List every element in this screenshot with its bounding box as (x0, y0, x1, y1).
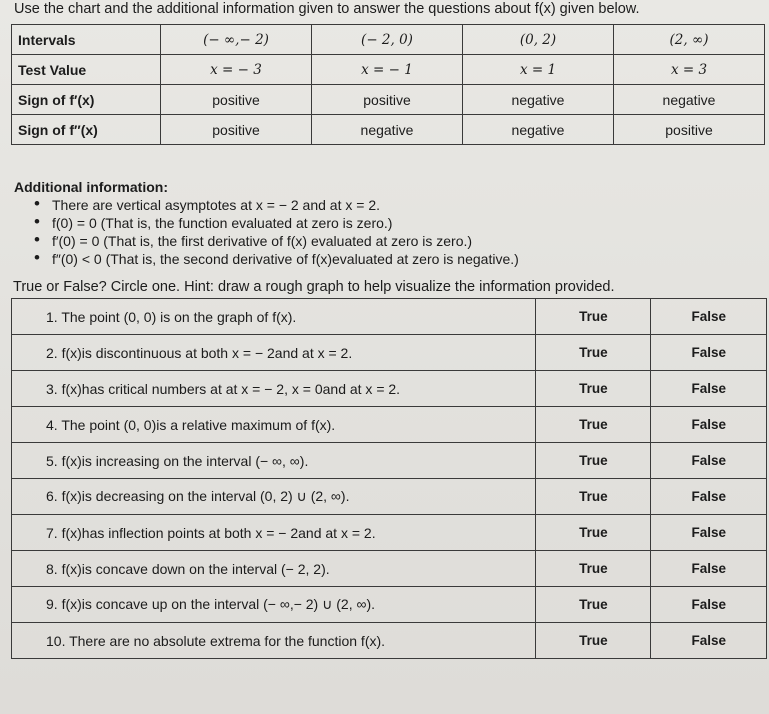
false-option[interactable] (651, 407, 767, 443)
question-row (12, 587, 767, 623)
chart-cell: x = − 1 (312, 55, 463, 85)
question-row (12, 407, 767, 443)
question-row (12, 371, 767, 407)
question-row (12, 443, 767, 479)
chart-row-label: Intervals (12, 25, 161, 55)
question-statement: 5. f(x)is increasing on the interval (− ∞, ∞). (12, 443, 536, 479)
chart-row-test-value (12, 55, 765, 85)
chart-cell: positive (161, 115, 312, 145)
true-label: True (579, 453, 608, 468)
question-statement: 9. f(x)is concave up on the interval (− ∞,− 2) ∪ (2, ∞). (12, 587, 536, 623)
true-option[interactable] (536, 551, 651, 587)
question-row (12, 623, 767, 659)
additional-item: • f(0) = 0 (That is, the function evaluated at zero is zero.) (34, 214, 519, 232)
chart-cell: positive (161, 85, 312, 115)
chart-cell: negative (463, 115, 614, 145)
additional-information (14, 178, 519, 268)
true-false-heading: True or False? Circle one. Hint: draw a rough graph to help visualize the information provided. (13, 279, 615, 295)
instructions-text: Use the chart and the additional information given to answer the questions about f(x) given below. (14, 1, 640, 17)
question-statement: 8. f(x)is concave down on the interval (− 2, 2). (12, 551, 536, 587)
false-label: False (691, 489, 726, 504)
true-option[interactable] (536, 371, 651, 407)
chart-cell: x = 1 (463, 55, 614, 85)
true-option[interactable] (536, 407, 651, 443)
chart-cell: x = − 3 (161, 55, 312, 85)
true-label: True (579, 417, 608, 432)
additional-list (14, 196, 519, 268)
true-label: True (579, 309, 608, 324)
chart-interval-cell: (0, 2) (463, 25, 614, 55)
chart-row-second-derivative (12, 115, 765, 145)
chart-interval-cell: (2, ∞) (614, 25, 765, 55)
false-option[interactable] (651, 515, 767, 551)
chart-cell: negative (463, 85, 614, 115)
chart-cell: positive (312, 85, 463, 115)
true-label: True (579, 597, 608, 612)
false-label: False (691, 453, 726, 468)
false-option[interactable] (651, 335, 767, 371)
true-label: True (579, 561, 608, 576)
question-row (12, 299, 767, 335)
false-label: False (691, 345, 726, 360)
true-option[interactable] (536, 587, 651, 623)
true-false-table (11, 298, 767, 659)
true-option[interactable] (536, 515, 651, 551)
true-option[interactable] (536, 335, 651, 371)
question-statement: 2. f(x)is discontinuous at both x = − 2and at x = 2. (12, 335, 536, 371)
chart-row-label: Sign of f′(x) (12, 85, 161, 115)
false-option[interactable] (651, 299, 767, 335)
true-option[interactable] (536, 443, 651, 479)
question-statement: 4. The point (0, 0)is a relative maximum of f(x). (12, 407, 536, 443)
false-option[interactable] (651, 587, 767, 623)
false-option[interactable] (651, 371, 767, 407)
question-statement: 6. f(x)is decreasing on the interval (0, 2) ∪ (2, ∞). (12, 479, 536, 515)
false-label: False (691, 309, 726, 324)
additional-item: • f′(0) = 0 (That is, the first derivative of f(x) evaluated at zero is zero.) (34, 232, 519, 250)
additional-item: • There are vertical asymptotes at x = − 2 and at x = 2. (34, 196, 519, 214)
chart-row-label: Sign of f″(x) (12, 115, 161, 145)
chart-interval-cell: (− 2, 0) (312, 25, 463, 55)
false-label: False (691, 417, 726, 432)
question-row (12, 479, 767, 515)
false-option[interactable] (651, 479, 767, 515)
true-label: True (579, 381, 608, 396)
sign-chart-table (11, 24, 765, 145)
true-label: True (579, 345, 608, 360)
true-label: True (579, 489, 608, 504)
chart-interval-cell: (− ∞,− 2) (161, 25, 312, 55)
additional-heading: Additional information: (14, 179, 168, 195)
false-label: False (691, 381, 726, 396)
chart-row-intervals (12, 25, 765, 55)
chart-cell: positive (614, 115, 765, 145)
question-statement: 10. There are no absolute extrema for the function f(x). (12, 623, 536, 659)
chart-row-label: Test Value (12, 55, 161, 85)
chart-cell: x = 3 (614, 55, 765, 85)
false-option[interactable] (651, 623, 767, 659)
true-option[interactable] (536, 299, 651, 335)
chart-cell: negative (312, 115, 463, 145)
true-option[interactable] (536, 623, 651, 659)
false-option[interactable] (651, 551, 767, 587)
question-row (12, 551, 767, 587)
question-row (12, 515, 767, 551)
false-label: False (691, 525, 726, 540)
question-row (12, 335, 767, 371)
question-statement: 1. The point (0, 0) is on the graph of f(x). (12, 299, 536, 335)
true-option[interactable] (536, 479, 651, 515)
false-label: False (691, 633, 726, 648)
false-option[interactable] (651, 443, 767, 479)
chart-row-first-derivative (12, 85, 765, 115)
false-label: False (691, 561, 726, 576)
question-statement: 7. f(x)has inflection points at both x = − 2and at x = 2. (12, 515, 536, 551)
question-statement: 3. f(x)has critical numbers at at x = − 2, x = 0and at x = 2. (12, 371, 536, 407)
additional-item: • f″(0) < 0 (That is, the second derivative of f(x)evaluated at zero is negative.) (34, 250, 519, 268)
false-label: False (691, 597, 726, 612)
chart-cell: negative (614, 85, 765, 115)
true-label: True (579, 525, 608, 540)
true-label: True (579, 633, 608, 648)
